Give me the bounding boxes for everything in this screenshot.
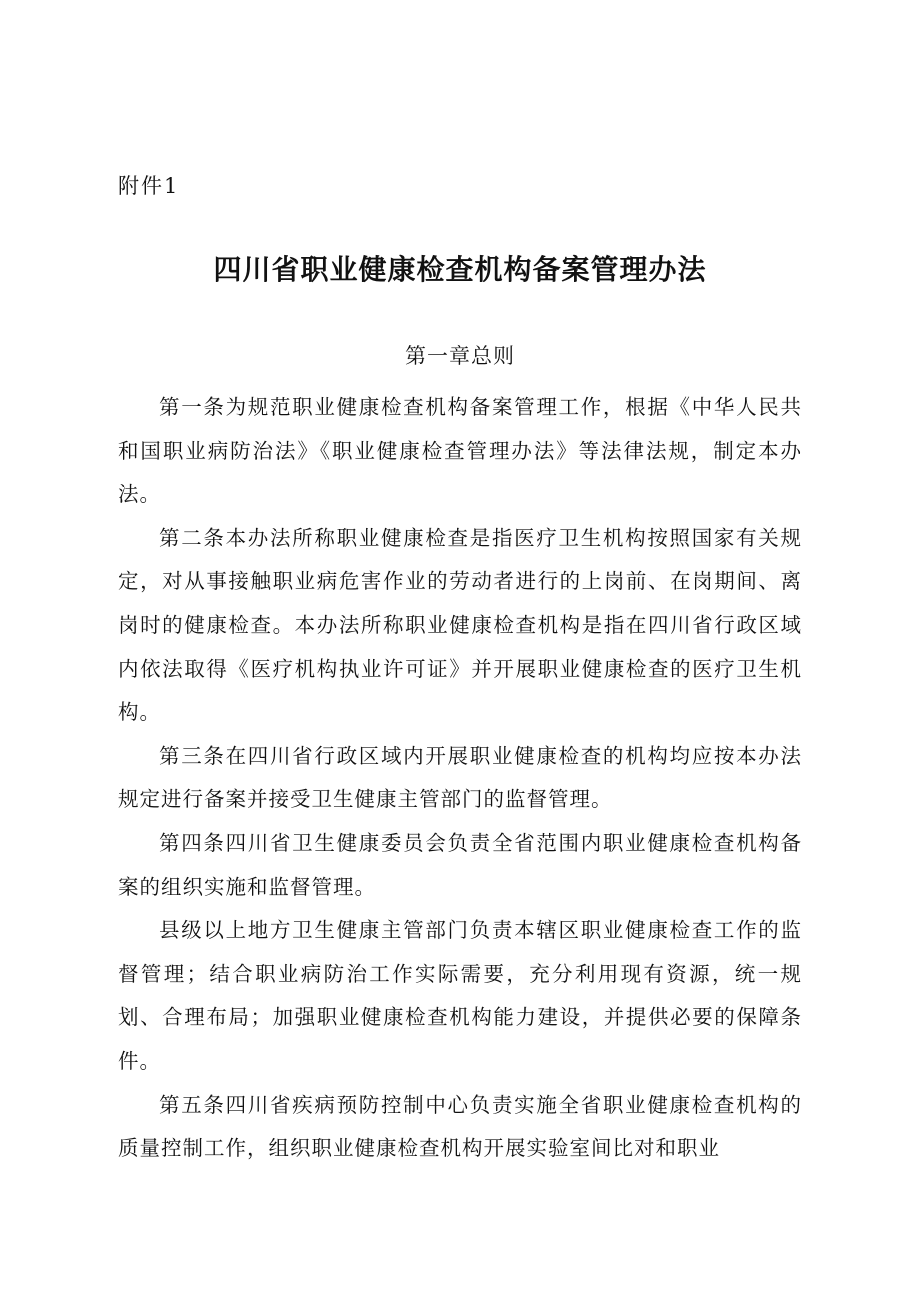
- paragraph-article-4-county: 县级以上地方卫生健康主管部门负责本辖区职业健康检查工作的监督管理；结合职业病防治工作实际需要，充分利用现有资源，统一规划、合理布局；加强职业健康检查机构能力建设，并提供必要的保障条件。: [118, 918, 802, 1073]
- attachment-label: 附件1: [118, 174, 180, 198]
- document-title: 四川省职业健康检查机构备案管理办法: [213, 253, 707, 286]
- paragraph-article-1: 第一条为规范职业健康检查机构备案管理工作，根据《中华人民共和国职业病防治法》《职业健康检查管理办法》等法律法规，制定本办法。: [118, 395, 802, 507]
- paragraph-article-2: 第二条本办法所称职业健康检查是指医疗卫生机构按照国家有关规定，对从事接触职业病危害作业的劳动者进行的上岗前、在岗期间、离岗时的健康检查。本办法所称职业健康检查机构是指在四川省行政区域内依法取得《医疗机构执业许可证》并开展职业健康检查的医疗卫生机构。: [118, 525, 802, 725]
- chapter-heading: 第一章总则: [405, 344, 515, 368]
- paragraph-article-3: 第三条在四川省行政区域内开展职业健康检查的机构均应按本办法规定进行备案并接受卫生健康主管部门的监督管理。: [118, 743, 802, 812]
- paragraph-article-5: 第五条四川省疾病预防控制中心负责实施全省职业健康检查机构的质量控制工作，组织职业健康检查机构开展实验室间比对和职业: [118, 1092, 802, 1161]
- paragraph-article-4: 第四条四川省卫生健康委员会负责全省范围内职业健康检查机构备案的组织实施和监督管理。: [118, 830, 802, 899]
- document-body: [118, 386, 802, 1171]
